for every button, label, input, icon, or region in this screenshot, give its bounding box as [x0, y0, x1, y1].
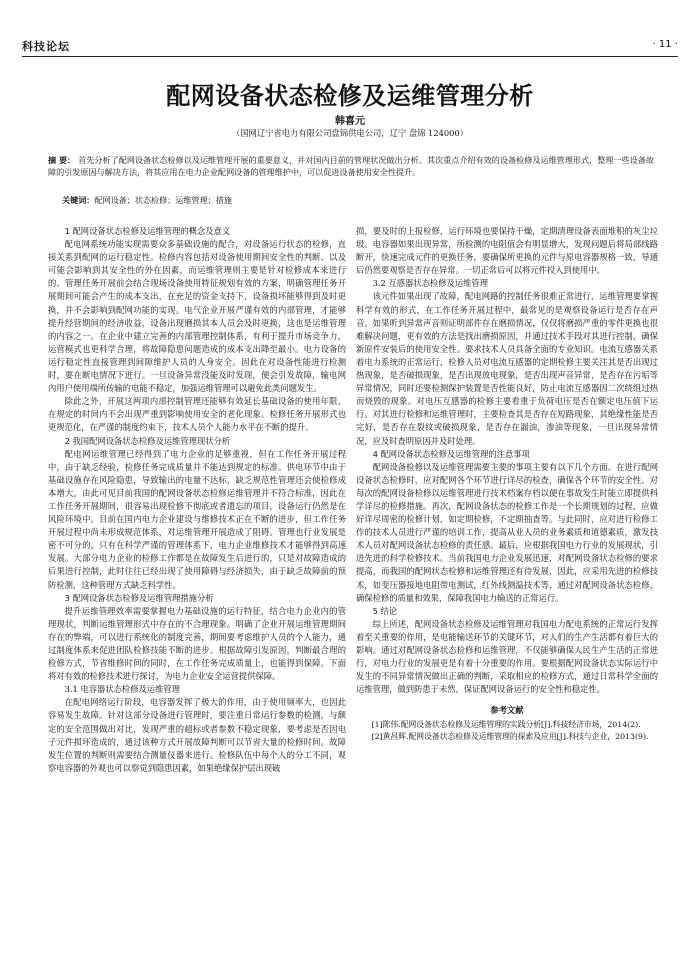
page-number: · 11 ·	[652, 39, 678, 50]
paragraph: 除此之外，开展这两项内部控制管理还能够有效延长基础设备的使用年限，在规定的时间内不会出现严重到影响使用安全的老化现象。检修任务开展形式也更规范化，在严谨的制度约束下，技术人员个人能力水平在不断的提升。	[48, 396, 346, 433]
author-name: 韩喜元	[335, 116, 365, 127]
running-header	[22, 38, 678, 57]
keywords-label: 关键词：	[62, 195, 95, 205]
keywords	[62, 194, 654, 206]
subsection-heading: 3.2 互感器状态检修及运维管理	[372, 278, 488, 289]
abstract-text: 首先分析了配网设备状态检修以及运维管理开展的重要意义，并对国内目前的管理状况做出分析。其次重点介绍有效的设备检修及运维管理形式，整理一些设备故障的引发原因与解决方法，将其应用在电力企业配网设备的管理维护中，可以促进设备使用安全性提升。	[48, 155, 654, 177]
paragraph: 配电网系统功能实现需要众多基础设施的配合，对设备运行状态的检修，直接关系到配网的运行稳定性。检修内容包括对设备使用期间安全性的判断、以及可能会影响到其安全性的外在因素，而运维管理则主要是针对检修成本来进行的。管理任务开展前会结合现场设备使用特征规划有效的方案，明确管理任务开展期间可能会产生的成本支出，在充足的资金支持下，设备损坏能够得到及时更换，并不会影响到配网功能的实现。电气企业开展严谨有效的内部管理，才能够提升经营期间的经济收益，设备出现磨损其本人员会及时更换，这也是运维管理的内容之一。在企业中建立完善的内部管理控制体系，有利于提升市场竞争力，运营模式也更科学合理，将故障隐患问题造成的成本支出降至最小。电力设备的运行稳定性直接管理到间隙维护人员的人身安全。因此在对设备性能进行检测时，要在断电情况下进行。一旦设备异常没能及时发现，便会引发故障，输电网內用户使用端所传输的电能不稳定，加强运维管理可以避免此类问题发生。	[48, 239, 346, 394]
paper-title: 配网设备状态检修及运维管理分析	[166, 82, 534, 110]
references-list	[356, 719, 658, 742]
references-title: 参考文献	[490, 705, 524, 716]
paragraph: 该元件如果出现了故障，配电网路的控制任务很难正常进行，运维管理要掌握科学有效的形式，在工作任务开展过程中，最常见的是观察设备运行是否存在声音。如果听到异常声音则证明部件存在磨损情况，仅仅将磨损严重的零件更换也很难解决问题，更有效的方法是找出磨损原因，并通过技术手段对其进行控制，确保新原件安装后的使用安全性。要求技术人员具备全面的专业知识。电流互感器关系着电力系统的正常运行，检修人员对电流互感器的定期检修主要关注其是否出现过热现象，是否破损现象，是否出现放电现象，是否出现声音异常，是否存在污垢等异常情况，同时还要检测保护装置是否性能良好，防止电流互感器因二次绕组过热而烧毁的现象。对电压互感器的检修主要看重于负荷电压是否在额定电压值下运行。对其进行检修和运维管理时，主要检查其是否存在短路现象，其绝缘性能是否完好，是否存在裂纹或破损现象，是否存在漏油，渗油等现象，一旦出现异常情况，应及时查明原因并及时处理。	[356, 291, 658, 446]
reference-item: [1]陈伟.配网设备状态检修及运维管理的实践分析[J].科技经济市场，2014(2).	[371, 720, 641, 730]
author-affiliation: （国网辽宁省电力有限公司盘锦供电公司，辽宁 盘锦 124000）	[231, 128, 469, 138]
body-column-right	[356, 225, 658, 742]
paragraph: 配电网运维管理已经得到了电力企业的足够重视，但在工作任务开展过程中，由于缺乏经验，检修任务完成质量并不能达到规定的标准。供电环节中由于基础设施存在风险隐患，导致输出的电量不达标，缺乏规范性管理还会使检修成本增大。由此可见目前我国的配网设备状态检修运维管理并不符合标准，因此在工作任务开展期间，很容易出现检修不彻底或者遗忘的项目，设备运行仍然是在风险环境中。目前在国内电力企业建设与维修技术正在不断的进步，但工作任务开展过程中尚未形成规范体系，对运维管理开展造成了阻碍。管理也行业发展是密不可分的，只有在科学严谨的管理体系下，电力企业维修技术才能够得到高速发展。大部分电力企业的检修工作都是在故障发生后进行的，只是对故障造成的后果进行控制，此时往往已经出现了使用障碍与经济损失，由于缺乏故障前的预防检测，这种管理方式缺乏科学性。	[48, 448, 346, 590]
body-column-left	[48, 225, 346, 775]
subsection-heading: 3.1 电容器状态检修及运维管理	[64, 684, 180, 695]
right-column-body	[356, 225, 658, 696]
abstract	[48, 154, 654, 178]
paragraph: 配网设备检修以及运维管理需要主要的事项主要有以下几个方面。在进行配网设备状态检修时，应对配网各个环节进行详尽的检查，确保各个环节的安全性。对每次的配网设备检修以运维管理进行技术档案存档以便在事故发生时能立即提供科学详尽的检修措施。再次，配网设备状态的检修工作是一个长期规划的过程，应做好详尽周密的检修计划，如定期检修，不定期抽查等。与此同时，应对进行检修工作的技术人员进行严谨的培训工作，提高从业人员的业务素质和道德素质，激发技术人员对配网设备状态检修的责任感。最后，应根据我国电力行业的发展现状，引进先进的科学检修技术。当前我国电力企业发展迅速，对配网设备状态检修的要求提高，而我国的配网状态检修和运维管理还有待发展，因此，应采用先进的检修技术，如变压器接地电阻带电测试，红外线测温技术等，通过对配网设备状态检修，确保检修的质量和效果，保障我国电力输送的正常运行。	[356, 461, 658, 603]
section-heading: 2 我国配网设备状态检修及运维管理现状分析	[64, 435, 231, 446]
journal-section: 科技论坛	[22, 40, 70, 53]
reference-item: [2]黄昌辉.配网设备状态检修及运维管理的探索及应用[J].科技与企业，2013(9).	[371, 731, 649, 741]
section-heading: 1 配网设备状态检修及运维管理的概念及意义	[64, 226, 231, 236]
paragraph: 在配电网络运行阶段，电容器发挥了极大的作用，由于使用频率大，也因此容易发生故障。针对这部分设备进行管理时，要注重日常运行参数的检测，与额定的安全范围做出对比，发现严重的超标或者参数不稳定现象，要考虑是否因电子元件损坏造成的，通过该种方式开展故障判断可以节省大量的检修时间。故障发生位置的判断则需要结合测量仪器来进行。检修队伍中每个人的分工不同，观察电容器的外观也可以察觉到隐患因素，如果绝缘保护层出现破	[48, 697, 346, 773]
paragraph: 综上所述，配网设备状态检修及运维管理对我国电力配电系统的正常运行发挥着至关重要的作用，是电能输送环节的关键环节，对人们的生产生活都有着巨大的影响。通过对配网设备状态检修和运维管理，不仅能够确保人民生产生活的正常进行，对电力行业的发展更是有着十分重要的作用。要根据配网设备状态实际运行中发生的不同异常情况做出正确的判断，采取相应的检修方式，通过日常科学全面的运维管理，做到防患于未然，保证配网设备运行的安全性和稳定性。	[356, 618, 658, 695]
section-heading: 5 结论	[372, 605, 398, 616]
abstract-label: 摘 要：	[48, 155, 76, 165]
section-heading: 3 配网设备状态检修及运维管理措施分析	[64, 592, 214, 603]
paragraph: 损，要及时的上报检修，运行环境也要保持干燥，定期清理设备表面堆积的灰尘垃圾。电容器如果出现异常，所检测的电阻值会有明显增大，发现问题后将局部线路断开，快速完成元件的更换任务，要确保所更换的元件与原电容器规格一致，导通后仍然要观察是否存在异常。一切正常后可以将元件投入到使用中。	[356, 226, 658, 276]
section-heading: 4 配网设备状态检修及运维管理的注意事项	[372, 448, 530, 459]
paragraph: 提升运维管理效率需要掌握电力基础设施的运行特征，结合电力企业内的管理现状，判断运维管理形式中存在的不合理现象。明确了企业开展运维管理期间存在的弊端，可以进行系统化的制度完善，期间要考虑维护人员的个人能力，通过制度体系来促进团队检修技能不断的进步。根据故障引发原因，判断最合理的检修方式，节省维修时间的同时，在工作任务完成质量上，也能得到保障。下面将对有效的检修技术进行探讨，为电力企业安全运营提供保障。	[48, 605, 346, 682]
keywords-text: 配网设备；状态检修；运维管理；措施	[94, 195, 232, 205]
